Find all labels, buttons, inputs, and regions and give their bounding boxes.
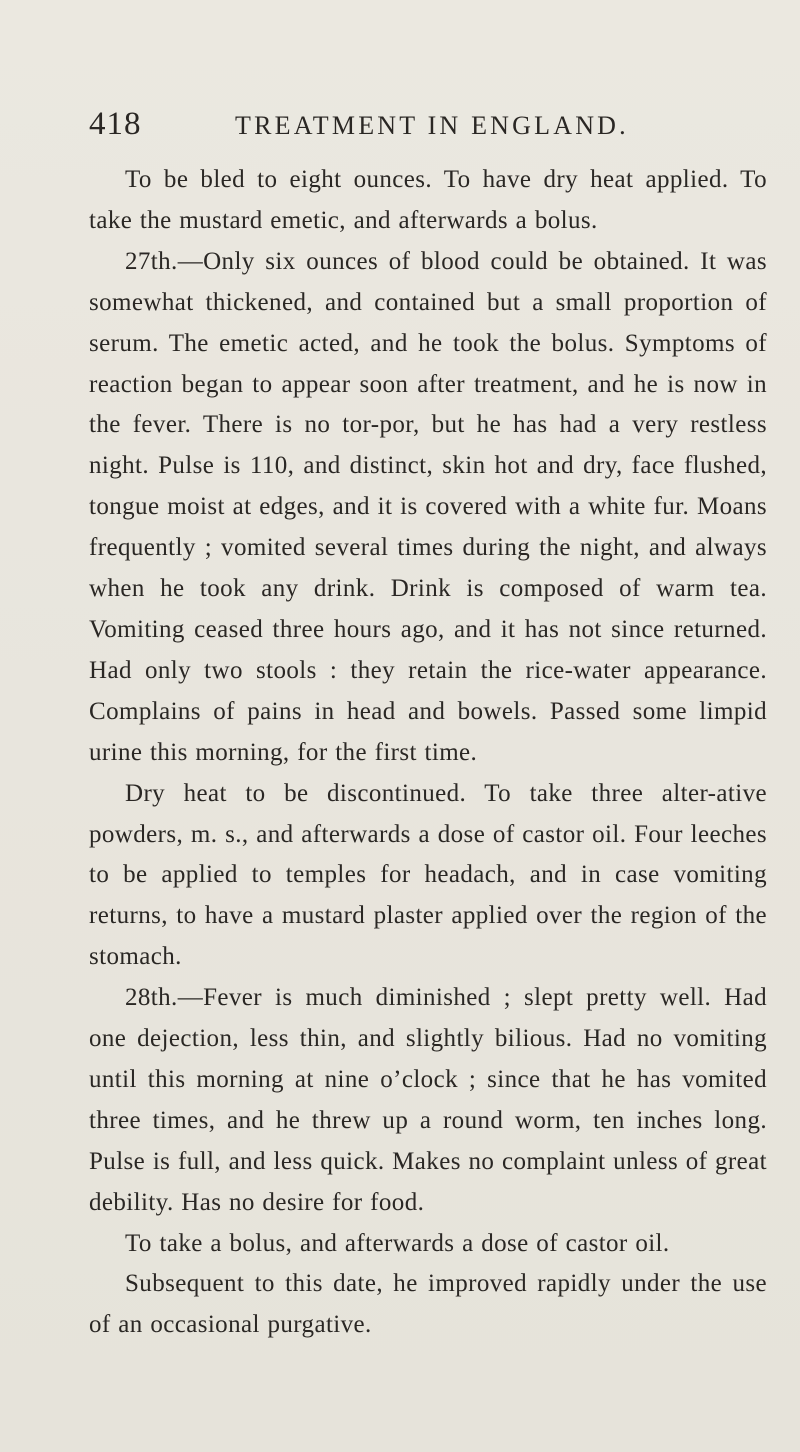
paragraph-28th: 28th.—Fever is much diminished ; slept pretty well. Had one dejection, less thin, and slightly bilious. Had no vomiting until this morning at nine o’clock ; since that he has vomited three times, and he threw up a round worm, ten inches long. Pulse is full, and less quick. Makes no complaint unless of great debility. Has no desire for food. <box>89 984 767 1216</box>
paragraph-27th: 27th.—Only six ounces of blood could be obtained. It was somewhat thickened, and contained but a small proportion of serum. The emetic acted, and he took the bolus. Symptoms of reaction began to appear soon after treatment, and he is now in the fever. There is no tor-por, but he has had a very restless night. Pulse is 110, and distinct, skin hot and dry, face flushed, tongue moist at edges, and it is covered with a white fur. Moans frequently ; vomited several times during the night, and always when he took any drink. Drink is composed of warm tea. Vomiting ceased three hours ago, and it has not since returned. Had only two stools : they retain the rice-water appearance. Complains of pains in head and bowels. Passed some limpid urine this morning, for the first time. <box>89 247 767 766</box>
body-text <box>89 160 767 1346</box>
paragraph-subsequent: Subsequent to this date, he improved rapidly under the use of an occasional purgative. <box>89 1270 767 1339</box>
running-head <box>89 104 760 144</box>
paragraph-treatment: Dry heat to be discontinued. To take three alter-ative powders, m. s., and afterwards a dose of castor oil. Four leeches to be applied to temples for headach, and in case vomiting returns, to have a mustard plaster applied over the region of the stomach. <box>89 779 767 971</box>
page-number: 418 <box>89 106 142 142</box>
paragraph-bolus: To take a bolus, and afterwards a dose of castor oil. <box>125 1229 670 1257</box>
running-title: TREATMENT IN ENGLAND. <box>235 111 629 140</box>
paragraph-orders: To be bled to eight ounces. To have dry heat applied. To take the mustard emetic, and afterwards a bolus. <box>89 166 767 234</box>
